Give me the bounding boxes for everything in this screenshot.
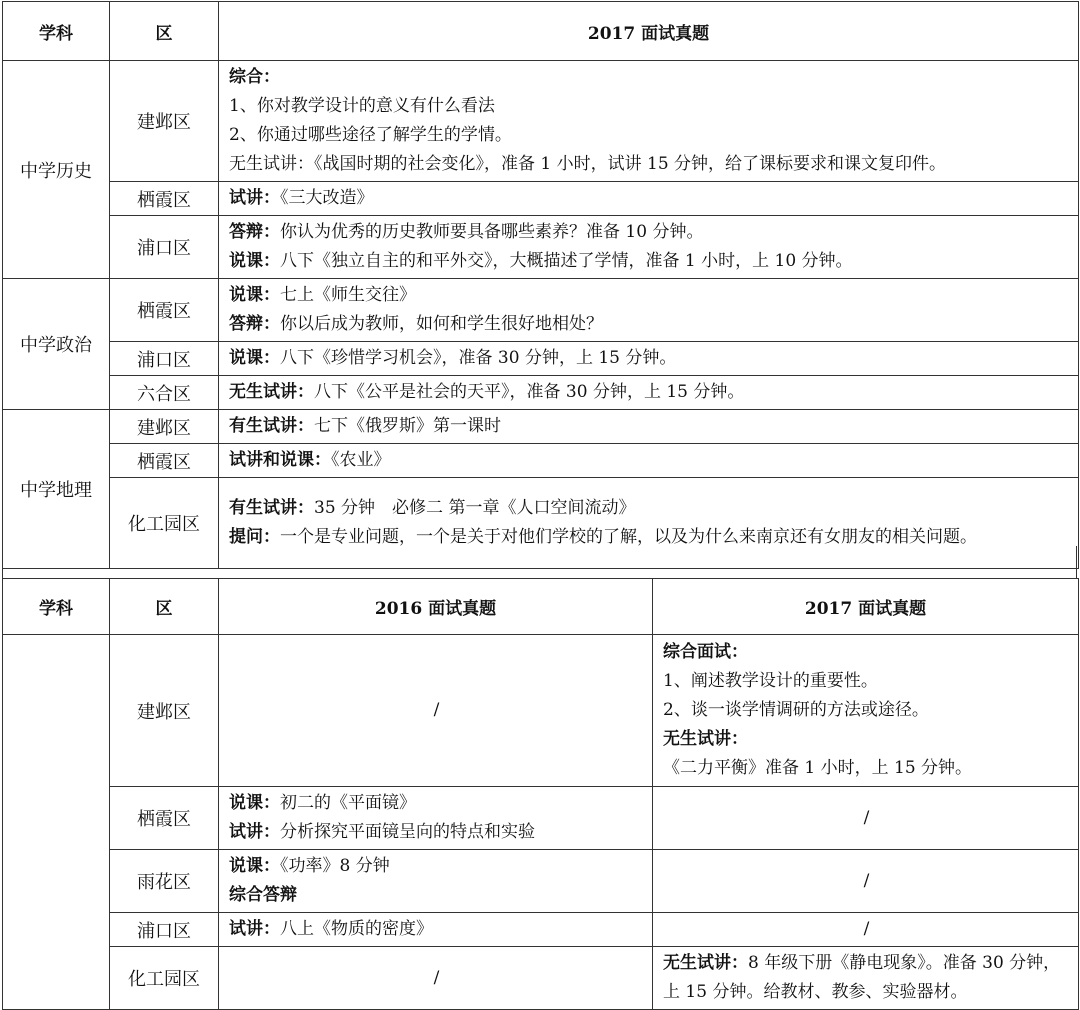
content-cell (219, 182, 1079, 216)
table-row (3, 279, 1079, 342)
content-line: 答辩：你以后成为教师，如何和学生很好地相处？ (229, 314, 603, 334)
content-cell (219, 444, 1079, 478)
subject-cell: 中学政治 (3, 279, 110, 410)
content-cell-2017 (653, 947, 1079, 1010)
table-row (3, 635, 1079, 787)
content-cell-2017: / (653, 787, 1079, 850)
district-cell: 雨花区 (110, 850, 219, 913)
header-district: 区 (110, 2, 219, 61)
content-line: 提问：一个是专业问题，一个是关于对他们学校的了解，以及为什么来南京还有女朋友的相关问题。 (229, 527, 977, 547)
header-2017: 2017 面试真题 (219, 2, 1079, 61)
content-line: 说课：八下《独立自主的和平外交》，大概描述了学情，准备 1 小时，上 10 分钟。 (229, 251, 853, 271)
table-row (3, 850, 1079, 913)
table-row (3, 444, 1079, 478)
content-line: 试讲：《三大改造》 (229, 188, 374, 208)
content-line: 有生试讲：七下《俄罗斯》第一课时 (229, 416, 501, 436)
content-line: 无生试讲： (663, 729, 748, 749)
content-line: 无生试讲：8 年级下册《静电现象》。准备 30 分钟，上 15 分钟。给教材、教参、实验器材。 (663, 953, 1061, 1002)
district-cell: 化工园区 (110, 478, 219, 569)
table-row (3, 376, 1079, 410)
district-cell: 栖霞区 (110, 182, 219, 216)
district-cell: 六合区 (110, 376, 219, 410)
content-line: 2、谈一谈学情调研的方法或途径。 (663, 700, 929, 720)
content-cell (219, 216, 1079, 279)
content-cell-2016: / (219, 635, 653, 787)
content-line: 试讲：分析探究平面镜呈向的特点和实验 (229, 822, 535, 842)
district-cell: 浦口区 (110, 342, 219, 376)
content-line: 有生试讲：35 分钟 必修二 第一章《人口空间流动》 (229, 498, 636, 518)
interview-table-2017 (2, 1, 1079, 569)
content-cell-2017: / (653, 850, 1079, 913)
table-row (3, 61, 1079, 182)
content-cell (219, 61, 1079, 182)
table-row (3, 342, 1079, 376)
header-district: 区 (110, 579, 219, 635)
table-spacer (2, 546, 1077, 578)
district-cell: 栖霞区 (110, 279, 219, 342)
subject-cell (3, 635, 110, 1010)
content-line: 《二力平衡》准备 1 小时，上 15 分钟。 (663, 758, 973, 778)
content-line: 无生试讲：《战国时期的社会变化》，准备 1 小时，试讲 15 分钟，给了课标要求和课文复印件。 (229, 154, 947, 174)
content-cell-2016 (219, 787, 653, 850)
header-row (3, 579, 1079, 635)
content-cell-2017: / (653, 913, 1079, 947)
content-cell (219, 410, 1079, 444)
content-cell (219, 342, 1079, 376)
content-line: 1、阐述教学设计的重要性。 (663, 671, 878, 691)
content-cell (219, 279, 1079, 342)
district-cell: 建邺区 (110, 635, 219, 787)
district-cell: 栖霞区 (110, 787, 219, 850)
content-cell-2016 (219, 850, 653, 913)
header-2017: 2017 面试真题 (653, 579, 1079, 635)
table-row (3, 787, 1079, 850)
content-line: 1、你对教学设计的意义有什么看法 (229, 96, 495, 116)
content-line: 2、你通过哪些途径了解学生的学情。 (229, 125, 512, 145)
subject-cell: 中学历史 (3, 61, 110, 279)
interview-table-2016-2017 (2, 578, 1079, 1010)
content-line: 说课：七上《师生交往》 (229, 285, 416, 305)
content-cell (219, 376, 1079, 410)
content-line: 说课：初二的《平面镜》 (229, 793, 416, 813)
content-cell-2016 (219, 913, 653, 947)
content-cell-2016: / (219, 947, 653, 1010)
content-line: 无生试讲：八下《公平是社会的天平》，准备 30 分钟，上 15 分钟。 (229, 382, 745, 402)
district-cell: 浦口区 (110, 216, 219, 279)
header-2016: 2016 面试真题 (219, 579, 653, 635)
table-row (3, 216, 1079, 279)
district-cell: 化工园区 (110, 947, 219, 1010)
district-cell: 建邺区 (110, 61, 219, 182)
table-row (3, 182, 1079, 216)
content-line: 说课：八下《珍惜学习机会》，准备 30 分钟，上 15 分钟。 (229, 348, 677, 368)
content-line: 答辩：你认为优秀的历史教师要具备哪些素养？准备 10 分钟。 (229, 222, 704, 242)
content-cell-2017 (653, 635, 1079, 787)
content-line: 综合： (229, 67, 280, 87)
content-line: 综合面试： (663, 642, 748, 662)
content-line: 说课：《功率》8 分钟 (229, 856, 390, 876)
district-cell: 栖霞区 (110, 444, 219, 478)
content-line: 试讲：八上《物质的密度》 (229, 919, 433, 939)
table-row (3, 947, 1079, 1010)
header-row (3, 2, 1079, 61)
table-row (3, 913, 1079, 947)
header-subject: 学科 (3, 2, 110, 61)
content-line: 试讲和说课：《农业》 (229, 450, 391, 470)
header-subject: 学科 (3, 579, 110, 635)
subject-cell: 中学地理 (3, 410, 110, 569)
district-cell: 建邺区 (110, 410, 219, 444)
district-cell: 浦口区 (110, 913, 219, 947)
table-row (3, 410, 1079, 444)
content-line: 综合答辩 (229, 885, 297, 905)
